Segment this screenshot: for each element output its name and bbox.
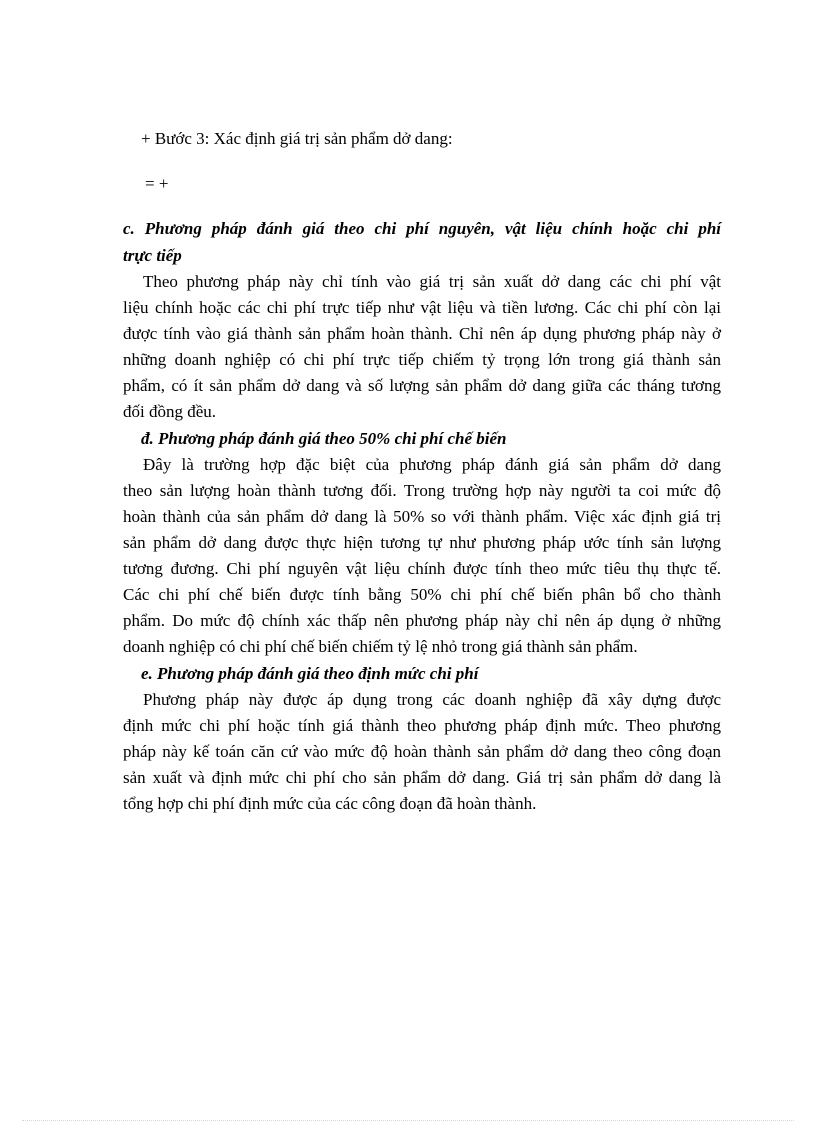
section-d-paragraph-line: tương đương. Chi phí nguyên vật liệu chính được tính theo mức tiêu thụ thực tế. <box>123 559 721 578</box>
step3-line: + Bước 3: Xác định giá trị sản phẩm dở dang: <box>141 129 453 148</box>
section-c-paragraph-line: những doanh nghiệp có chi phí trực tiếp chiếm tỷ trọng lớn trong giá thành sản <box>123 350 721 369</box>
section-e-paragraph-line: định mức chi phí hoặc tính giá thành theo phương pháp định mức. Theo phương <box>123 716 721 735</box>
formula-line: = + <box>145 174 169 193</box>
section-d-paragraph-line: hoàn thành của sản phẩm dở dang là 50% so với thành phẩm. Việc xác định giá trị <box>123 507 721 526</box>
section-c-paragraph-line: phẩm, có ít sản phẩm dở dang và số lượng sản phẩm dở dang giữa các tháng tương <box>123 376 721 395</box>
section-e-paragraph-line: Phương pháp này được áp dụng trong các doanh nghiệp đã xây dựng được <box>143 690 721 709</box>
section-d-paragraph-line: phẩm. Do mức độ chính xác thấp nên phương pháp này chỉ nên áp dụng ở những <box>123 611 721 630</box>
section-c-heading-line-2: trực tiếp <box>123 246 182 265</box>
section-e-heading: e. Phương pháp đánh giá theo định mức chi phí <box>141 664 479 683</box>
section-c-paragraph-line: Theo phương pháp này chỉ tính vào giá trị sản xuất dở dang các chi phí vật <box>143 272 721 291</box>
section-c-heading-line-1: c. Phương pháp đánh giá theo chi phí nguyên, vật liệu chính hoặc chi phí <box>123 219 721 238</box>
section-c-paragraph-line: đối đồng đều. <box>123 402 217 421</box>
section-d-paragraph-line: sản phẩm dở dang được thực hiện tương tự như phương pháp ước tính sản lượng <box>123 533 721 552</box>
section-e-paragraph-line: sản xuất và định mức chi phí cho sản phẩm dở dang. Giá trị sản phẩm dở dang là <box>123 768 721 787</box>
page-bottom-divider <box>22 1120 794 1121</box>
section-d-paragraph-line: doanh nghiệp có chi phí chế biến chiếm tỷ lệ nhỏ trong giá thành sản phẩm. <box>123 637 638 656</box>
section-c-paragraph-line: liệu chính hoặc các chi phí trực tiếp như vật liệu và tiền lương. Các chi phí còn lại <box>123 298 721 317</box>
section-d-paragraph-line: Các chi phí chế biến được tính bằng 50% chi phí chế biến phân bổ cho thành <box>123 585 721 604</box>
section-d-paragraph-line: theo sản lượng hoàn thành tương đối. Trong trường hợp này người ta coi mức độ <box>123 481 721 500</box>
section-d-heading: đ. Phương pháp đánh giá theo 50% chi phí chế biến <box>141 429 507 448</box>
section-e-paragraph-line: tổng hợp chi phí định mức của các công đoạn đã hoàn thành. <box>123 794 537 813</box>
section-e-paragraph-line: pháp này kế toán căn cứ vào mức độ hoàn thành sản phẩm dở dang theo công đoạn <box>123 742 721 761</box>
section-c-paragraph-line: được tính vào giá thành sản phẩm hoàn thành. Chỉ nên áp dụng phương pháp này ở <box>123 324 721 343</box>
section-d-paragraph-line: Đây là trường hợp đặc biệt của phương pháp đánh giá sản phẩm dở dang <box>143 455 721 474</box>
